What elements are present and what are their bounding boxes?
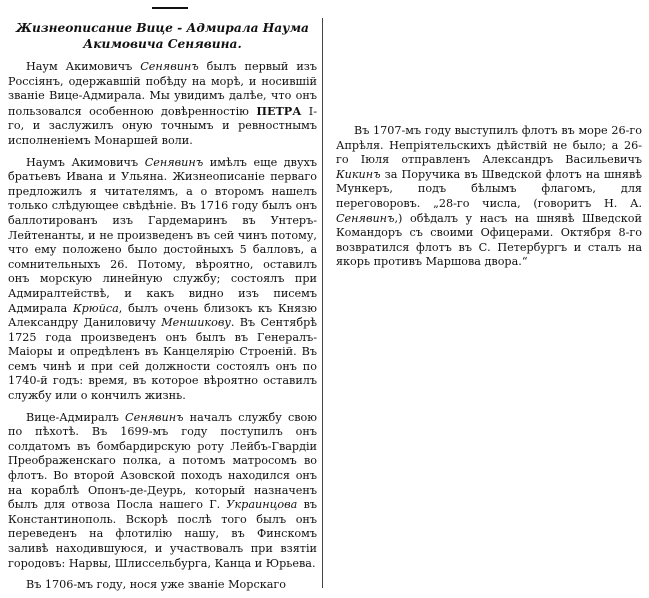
left-paragraphs: [8, 60, 317, 593]
text-fragment: Меншикову: [161, 316, 231, 330]
article-title: Жизнеописание Вице - Адмирала Наума Акимовича Сенявина.: [16, 21, 309, 51]
text-fragment: Сенявинъ: [125, 410, 184, 424]
text-fragment: имѣлъ еще двухъ братьевъ Ивана и Ульяна. Жизнеописаніе перваго предложилъ я читателямъ, а о второмъ нашелъ только слѣдующее свѣдѣніе. Въ 1716 году былъ онъ баллотированъ изъ Гардемаринъ въ Унтеръ-Лейтенанты, и не произведенъ въ сей чинъ потому, что ему положено было достойныхъ 5 балловъ, а сомнительныхъ 26. Потому, вѣроятно, оставилъ онъ морскую линейную службу; состоялъ при Адмиралтействѣ, и какъ видно изъ писемъ Адмирала: [8, 155, 317, 315]
paragraph: [8, 411, 317, 572]
text-fragment: Въ 1707-мъ году выступилъ флотъ въ море 26-го Апрѣля. Непріятельскихъ дѣйствій не было; а 26-го Іюля отправленъ Александръ Васильевичъ: [336, 124, 642, 167]
paragraph: [8, 578, 317, 593]
text-fragment: Крюйса: [72, 301, 119, 315]
text-fragment: Украинцова: [226, 498, 298, 512]
text-fragment: началъ службу свою по пѣхотѣ. Въ 1699-мъ году поступилъ онъ солдатомъ въ бомбардирскую роту Лейбъ-Гвардіи Преображенскаго полка, а потомъ матросомъ во флотъ. Во второй Азовской походъ находился онъ на кораблѣ Опонъ-де-Деурь, который назначенъ былъ для отвоза Посла нашего Г.: [8, 410, 317, 512]
text-fragment: Вице-Адмиралъ: [26, 410, 126, 424]
column-divider: [322, 18, 323, 588]
text-fragment: I-го, и заслужилъ оную точнымъ и ревностнымъ исполненіемъ Монаршей воли.: [8, 104, 317, 147]
text-fragment: ПЕТРА: [256, 103, 302, 118]
paragraph: [8, 156, 317, 404]
text-fragment: Сенявинъ: [144, 155, 204, 169]
text-fragment: въ Константинополь. Вскорѣ послѣ того былъ онъ переведенъ на флотилію нашу, въ Финскомъ заливѣ находившуюся, и участвовалъ при взятіи городовъ: Нарвы, Шлиссельбурга, Канца и Юрьева.: [8, 498, 317, 570]
right-paragraphs: [336, 124, 642, 270]
text-fragment: Наум Акимовичъ: [26, 60, 141, 73]
text-fragment: ,) обѣдалъ у насъ на шнявѣ Шведской Командоръ съ своими Офицерами. Октября 8-го возвратился флотъ въ С. Петербургъ и сталъ на якорь противъ Маршова двора.“: [336, 211, 642, 269]
text-fragment: за Поручика въ Шведской флотъ на шнявѣ Мункеръ, подъ бѣлымъ флагомъ, для переговоровъ. „28-го числа, (говоритъ Н. А.: [336, 167, 642, 210]
left-column: [8, 20, 317, 593]
text-fragment: Наумъ Акимовичъ: [26, 155, 145, 169]
text-fragment: , былъ очень близокъ къ Князю Александру Даниловичу: [8, 301, 318, 330]
text-fragment: былъ первый изъ Россіянъ, одержавшій побѣду на морѣ, и носившій званіе Вице-Адмирала. Мы увидимъ далѣе, что онъ пользовался особенною довѣренностію: [8, 60, 318, 118]
header-rule: [152, 7, 188, 9]
text-fragment: Сенявинъ: [336, 211, 395, 225]
text-fragment: Въ 1706-мъ году, нося уже званіе Морскаго: [26, 578, 286, 592]
text-fragment: . Въ Сентябрѣ 1725 года произведенъ онъ былъ въ Генералъ-Маіоры и опредѣленъ въ Канцелярію Строеній. Въ семъ чинѣ и при сей должности состоялъ онъ по 1740-й годъ: время, въ которое вѣроятно оставилъ службу или о кончилъ жизнь.: [8, 316, 317, 403]
text-fragment: Сенявинъ: [140, 60, 199, 73]
text-fragment: Кикинъ: [336, 167, 381, 181]
paragraph: [8, 60, 317, 149]
right-column: [336, 124, 642, 270]
paragraph: [336, 124, 642, 270]
